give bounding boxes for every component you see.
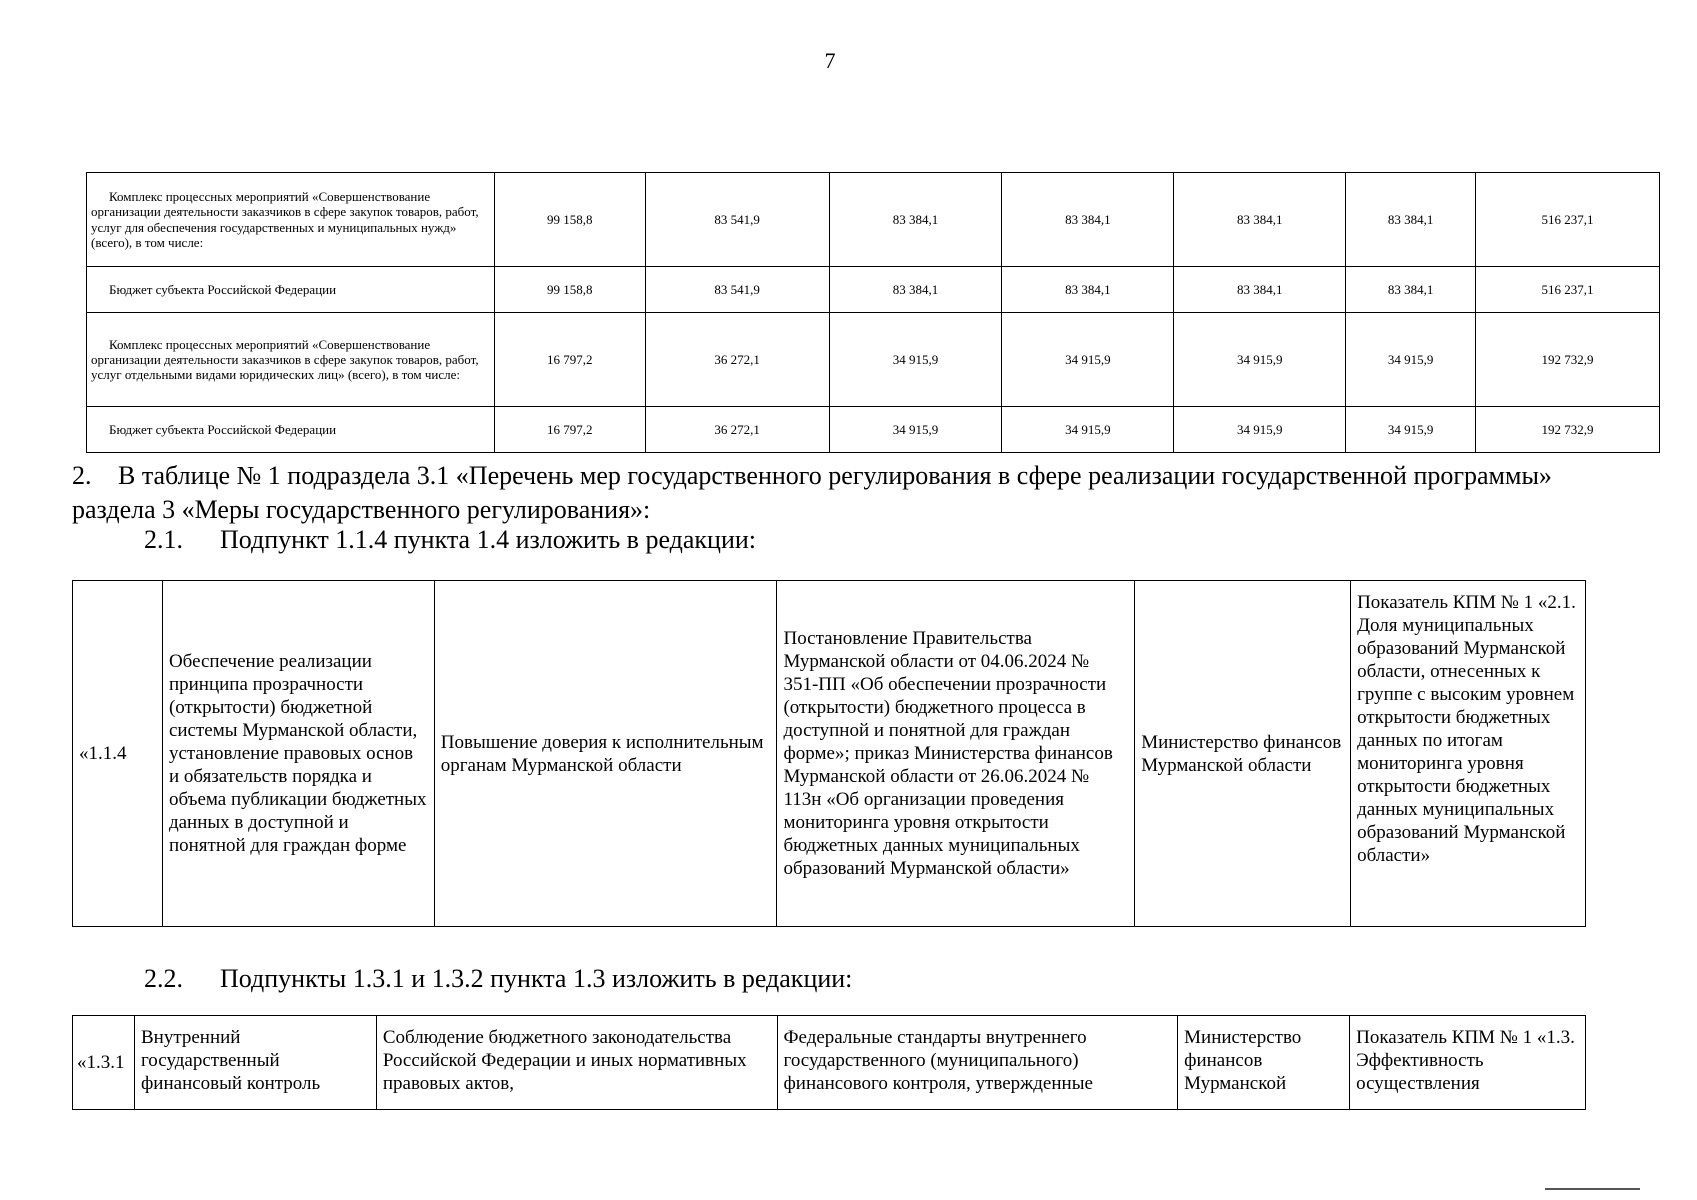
measure-indicator: Показатель КПМ № 1 «2.1. Доля муниципальных образований Мурманской области, отнесенных к группе с высоким уровнем открытости бюджетных данных по итогам мониторинга уровня открытости бюджетных данных муниципальных образований Мурманской области» — [1351, 581, 1586, 927]
item-text: В таблице № 1 подраздела 3.1 «Перечень мер государственного регулирования в сфере реализации государственной программы» раздела 3 «Меры государственного регулирования»: — [72, 461, 1552, 524]
table-row — [87, 407, 1660, 453]
measure-code: «1.3.1 — [73, 1016, 135, 1110]
measures-table-1-1-4 — [72, 580, 1586, 927]
measure-executor: Министерство финансов Мурманской области — [1135, 581, 1351, 927]
row-label: Комплекс процессных мероприятий «Совершенствование организации деятельности заказчиков в сфере закупок товаров, работ, услуг отдельными видами юридических лиц» (всего), в том числе: — [87, 313, 495, 407]
row-label: Комплекс процессных мероприятий «Совершенствование организации деятельности заказчиков в сфере закупок товаров, работ, услуг для обеспечения государственных и муниципальных нужд» (всего), в том числе: — [87, 173, 495, 267]
value-cell: 34 915,9 — [1346, 407, 1476, 453]
measure-legal-act: Постановление Правительства Мурманской области от 04.06.2024 № 351-ПП «Об обеспечении прозрачности (открытости) бюджетного процесса в доступной и понятной для граждан форме»; приказ Министерства финансов Мурманской области от 26.06.2024 № 113н «Об организации проведения мониторинга уровня открытости бюджетных данных муниципальных образований Мурманской области» — [777, 581, 1135, 927]
page-number: 7 — [824, 48, 836, 73]
section-item-2 — [72, 459, 1602, 527]
table-row — [87, 173, 1660, 267]
value-cell: 83 541,9 — [645, 267, 829, 313]
measure-goal: Повышение доверия к исполнительным органам Мурманской области — [434, 581, 777, 927]
value-cell: 83 541,9 — [645, 173, 829, 267]
scan-mark — [1545, 1188, 1640, 1193]
value-cell: 83 384,1 — [829, 267, 1002, 313]
section-item-2-2 — [144, 962, 852, 996]
value-cell: 34 915,9 — [1002, 407, 1174, 453]
value-cell: 34 915,9 — [1346, 313, 1476, 407]
measures-table-1-3-1 — [72, 1015, 1586, 1110]
value-cell: 83 384,1 — [1346, 173, 1476, 267]
value-cell: 83 384,1 — [1002, 267, 1174, 313]
section-item-2-1 — [144, 523, 756, 557]
value-cell: 99 158,8 — [494, 267, 645, 313]
table-row — [73, 1016, 1586, 1110]
finance-table — [86, 172, 1660, 453]
measure-legal-act: Федеральные стандарты внутреннего государственного (муниципального) финансового контроля, утвержденные — [777, 1016, 1178, 1110]
measure-indicator: Показатель КПМ № 1 «1.3. Эффективность осуществления — [1350, 1016, 1586, 1110]
value-cell: 83 384,1 — [1174, 267, 1346, 313]
value-cell: 34 915,9 — [1174, 407, 1346, 453]
table-row — [87, 313, 1660, 407]
value-cell: 16 797,2 — [494, 407, 645, 453]
row-label: Бюджет субъекта Российской Федерации — [87, 407, 495, 453]
measure-executor: Министерство финансов Мурманской — [1178, 1016, 1350, 1110]
item-number: 2. — [72, 461, 92, 490]
value-cell: 34 915,9 — [829, 407, 1002, 453]
value-cell: 36 272,1 — [645, 407, 829, 453]
value-cell: 516 237,1 — [1476, 267, 1660, 313]
row-label: Бюджет субъекта Российской Федерации — [87, 267, 495, 313]
value-cell: 83 384,1 — [1174, 173, 1346, 267]
measure-code: «1.1.4 — [73, 581, 163, 927]
measure-goal: Соблюдение бюджетного законодательства Российской Федерации и иных нормативных правовых актов, — [376, 1016, 777, 1110]
table-row — [87, 267, 1660, 313]
value-cell: 83 384,1 — [1002, 173, 1174, 267]
item-number: 2.1. — [144, 525, 183, 554]
value-cell: 36 272,1 — [645, 313, 829, 407]
value-cell: 34 915,9 — [1174, 313, 1346, 407]
value-cell: 34 915,9 — [1002, 313, 1174, 407]
value-cell: 83 384,1 — [829, 173, 1002, 267]
item-number: 2.2. — [144, 964, 183, 993]
measure-name: Внутренний государственный финансовый контроль — [134, 1016, 376, 1110]
value-cell: 192 732,9 — [1476, 407, 1660, 453]
value-cell: 516 237,1 — [1476, 173, 1660, 267]
value-cell: 83 384,1 — [1346, 267, 1476, 313]
measure-name: Обеспечение реализации принципа прозрачности (открытости) бюджетной системы Мурманской области, установление правовых основ и обязательств порядка и объема публикации бюджетных данных в доступной и понятной для граждан форме — [162, 581, 434, 927]
value-cell: 192 732,9 — [1476, 313, 1660, 407]
value-cell: 16 797,2 — [494, 313, 645, 407]
value-cell: 99 158,8 — [494, 173, 645, 267]
item-text: Подпункт 1.1.4 пункта 1.4 изложить в редакции: — [220, 525, 757, 554]
item-text: Подпункты 1.3.1 и 1.3.2 пункта 1.3 изложить в редакции: — [220, 964, 853, 993]
value-cell: 34 915,9 — [829, 313, 1002, 407]
table-row — [73, 581, 1586, 927]
